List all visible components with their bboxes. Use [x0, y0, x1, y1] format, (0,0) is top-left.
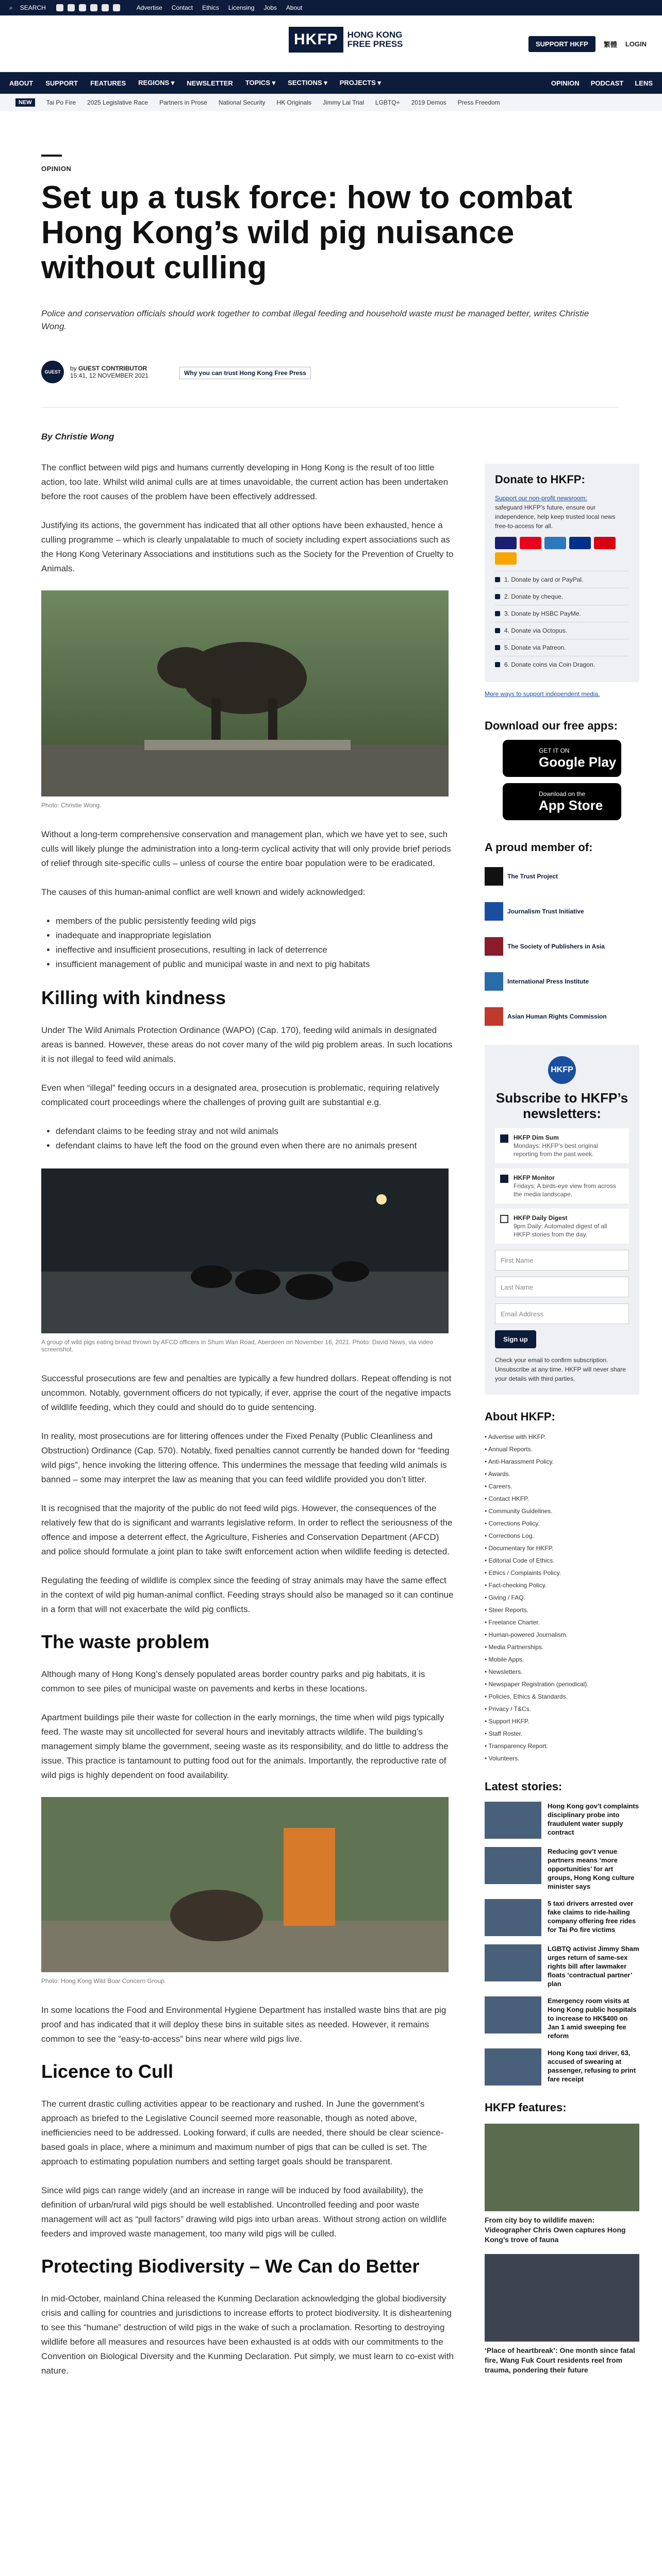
store-small: Download on the — [539, 790, 586, 798]
feature-card[interactable] — [485, 2254, 639, 2375]
donate-option-label: 4. Donate via Octopus. — [504, 627, 568, 634]
about-item[interactable]: • Corrections Policy. — [485, 1520, 540, 1527]
category-rule — [41, 155, 62, 157]
story-item[interactable] — [485, 1847, 639, 1891]
about-item[interactable]: • Fact-checking Policy. — [485, 1582, 547, 1589]
nav-item[interactable]: SECTIONS ▾ — [288, 79, 327, 87]
list-item: • inadequate and inappropriate legislation — [56, 928, 454, 943]
checkbox-box — [500, 1175, 508, 1183]
member-logo[interactable] — [485, 1004, 639, 1029]
donate-text: safeguard HKFP’s future, ensure our independence, help keep trusted local news free-to-access for all. — [495, 504, 616, 530]
linkedin-icon[interactable] — [102, 4, 109, 11]
newsletter-desc: 9pm Daily: Automated digest of all HKFP stories from the day. — [514, 1223, 607, 1238]
trending-tags — [0, 94, 662, 111]
paragraph: Even when “illegal” feeding occurs in a designated area, prosecution is problematic, requiring relatively complicated court proceedings where the challenges of proving guilt are substantial e.g. — [41, 1083, 440, 1107]
feature-image — [485, 2254, 639, 2342]
nav-item[interactable]: ABOUT — [9, 79, 34, 87]
feature-image — [485, 2124, 639, 2211]
latest-title: Latest stories: — [485, 1780, 562, 1793]
article-body — [41, 432, 454, 2393]
article-dek: Police and conservation officials should work together to combat illegal feeding and household waste must be managed better, writes Christie Wong. — [41, 309, 589, 331]
list-item: • ineffective and insufficient prosecutions, resulting in lack of deterrence — [56, 943, 454, 957]
byline — [41, 361, 148, 383]
causes-list — [56, 914, 454, 972]
first-name-input[interactable]: First Name — [495, 1250, 629, 1270]
google-play-button[interactable] — [503, 740, 621, 777]
search-link[interactable]: SEARCH — [20, 4, 46, 11]
by-label: by — [70, 365, 77, 372]
paragraph: It is recognised that the majority of the public do not feed wild pigs. However, the consequences of the relatively few that do is significant and warrants legislative reform. In order to reflect the seriousness of the offence and impose a deterrent effect, the Agriculture, Fisheries and Conservation Department (AFCD) and police should formulate a joint plan to take swift enforcement action when wildlife feeding is detected. — [41, 1503, 453, 1556]
newsletter-name: HKFP Dim Sum — [514, 1134, 559, 1141]
story-headline[interactable]: Hong Kong gov’t complaints disciplinary probe into fraudulent water supply contract — [548, 1802, 639, 1836]
donate-option[interactable] — [495, 656, 629, 673]
top-link[interactable]: About — [286, 4, 303, 11]
author-avatar[interactable]: GUEST — [41, 361, 64, 383]
about-item[interactable]: • Policies, Ethics & Standards. — [485, 1693, 568, 1700]
member-name: Journalism Trust Initiative — [507, 908, 584, 915]
store-big: App Store — [539, 797, 603, 813]
payme-icon — [594, 537, 616, 549]
site-logo[interactable] — [289, 27, 403, 53]
list-item: • insufficient management of public and municipal waste in and next to pig habitats — [56, 957, 454, 972]
telegram-icon[interactable] — [113, 4, 120, 11]
nav-item[interactable]: FEATURES — [90, 79, 126, 87]
latest-stories — [485, 1802, 639, 2086]
about-item[interactable]: • Annual Reports. — [485, 1446, 533, 1453]
about-item[interactable]: • Volunteers. — [485, 1755, 520, 1762]
newsletter-checkbox[interactable] — [495, 1209, 629, 1244]
support-button[interactable]: SUPPORT HKFP — [528, 36, 595, 52]
about-item[interactable]: • Advertise with HKFP. — [485, 1433, 546, 1440]
member-logo[interactable] — [485, 934, 639, 959]
story-headline[interactable]: LGBTQ activist Jimmy Sham urges return of same-sex rights bill after lawmaker floats ‘contractual partner’ plan — [548, 1945, 639, 1988]
list-item: • defendant claims to be feeding stray and not wild animals — [56, 1124, 454, 1139]
logo-wordmark — [347, 30, 403, 49]
signup-button[interactable]: Sign up — [495, 1330, 536, 1348]
donate-option-label: 3. Donate by HSBC PayMe. — [504, 610, 581, 617]
paragraph: Regulating the feeding of wildlife is complex since the feeding of stray animals may have the same effect in the context of wild pig human-animal conflict. Feeding strays should also be managed so it can continue in a form that will not exacerbate the wild pig conflicts. — [41, 1575, 454, 1614]
donate-option[interactable] — [495, 622, 629, 639]
apps-title: Download our free apps: — [485, 719, 618, 732]
newsletter-checkbox[interactable] — [495, 1168, 629, 1204]
section-heading: Licence to Cull — [41, 2061, 174, 2082]
donate-option[interactable] — [495, 588, 629, 605]
about-item[interactable]: • Freelance Charter. — [485, 1619, 540, 1626]
about-item[interactable]: • Mobile Apps. — [485, 1656, 524, 1663]
about-item[interactable]: • Privacy / T&Cs. — [485, 1705, 531, 1713]
paragraph: The conflict between wild pigs and humans currently developing in Hong Kong is the result of too little action, too late. Whilst wild animal culls are at times unavoidable, the current action has been undertaken before the root causes of the problem have been effectively addressed. — [41, 463, 449, 501]
nav-item[interactable]: NEWSLETTER — [187, 79, 233, 87]
member-logo[interactable] — [485, 969, 639, 994]
paragraph: Although many of Hong Kong’s densely populated areas border country parks and pig habitats, it is common to see piles of municipal waste on pavements and kerbs in these locations. — [41, 1669, 425, 1693]
newsletter-checkbox[interactable] — [495, 1128, 629, 1163]
newsletter-name: HKFP Daily Digest — [514, 1214, 568, 1222]
store-big: Google Play — [539, 754, 617, 770]
pig-bin-photo — [41, 1797, 449, 1972]
about-item[interactable]: • Steer Reports. — [485, 1606, 528, 1614]
top-link[interactable]: Advertise — [136, 4, 162, 11]
top-link[interactable]: Ethics — [202, 4, 219, 11]
list-item: • members of the public persistently feeding wild pigs — [56, 914, 454, 928]
about-item[interactable]: • Editorial Code of Ethics. — [485, 1557, 555, 1564]
tag-link[interactable]: National Security — [218, 99, 266, 106]
nav-item[interactable]: SUPPORT — [45, 79, 78, 87]
store-small: GET IT ON — [539, 747, 570, 754]
top-links — [137, 4, 303, 11]
top-link[interactable]: Contact — [171, 4, 193, 11]
social-icons — [56, 4, 120, 11]
defence-list — [56, 1124, 454, 1153]
story-thumbnail — [485, 2048, 541, 2086]
about-item[interactable]: • Newsletters. — [485, 1668, 523, 1675]
section-heading: Killing with kindness — [41, 987, 226, 1008]
app-store-button[interactable] — [503, 783, 621, 820]
photo-caption: Photo: Hong Kong Wild Boar Concern Group. — [41, 1977, 167, 1985]
story-item[interactable] — [485, 1996, 639, 2040]
article-author: By Christie Wong — [41, 432, 114, 442]
paragraph: In mid-October, mainland China released the Kunming Declaration acknowledging the global biodiversity crisis and calling for countries and jurisdictions to increase efforts to protect biodiversity. It is disheartening to see this “humane” destruction of wild pigs in the wake of such a proclamation. Resorting to destroying wildlife before all measures and resources have been exhausted is at odds with our commitments to the Convention on Biological Diversity and the Kunming Declaration. Put simply, we must learn to co-exist with nature. — [41, 2294, 454, 2376]
instagram-icon[interactable] — [79, 4, 86, 11]
wild-pig-illustration — [41, 590, 449, 796]
more-ways-link[interactable]: More ways to support independent media. — [485, 690, 600, 698]
trust-link[interactable]: Why you can trust Hong Kong Free Press — [179, 367, 311, 379]
wild-pig-photo — [41, 590, 449, 796]
search-icon[interactable]: ⌕ — [9, 4, 13, 11]
about-item[interactable]: • Newspaper Registration (periodical). — [485, 1681, 589, 1688]
paragraph: The current drastic culling activities appear to be reactionary and rushed. In June the government’s approach as briefed to the Legislative Council seemed more reasonable, though as noted above, inefficiencies need to be addressed. Looking forward, if culls are needed, there should be clear science-based goals in place, where a minimum and maximum number of pigs that can be culled is set. The approach to estimating population numbers and setting target goals should be transparent. — [41, 2099, 444, 2166]
photo-caption: A group of wild pigs eating bread thrown by AFCD officers in Shum Wan Road, Aberdeen on November 16, 2021. Photo: David News, via video screenshot. — [41, 1338, 433, 1353]
x-icon[interactable] — [68, 4, 75, 11]
trust-project-icon — [485, 867, 503, 886]
member-name: Asian Human Rights Commission — [507, 1013, 607, 1020]
about-item[interactable]: • Contact HKFP. — [485, 1495, 529, 1502]
story-headline[interactable]: Hong Kong taxi driver, 63, accused of swearing at passenger, refusing to print fare receipt — [548, 2049, 636, 2083]
member-title: A proud member of: — [485, 841, 593, 854]
story-thumbnail — [485, 1802, 541, 1839]
sidebar — [485, 464, 639, 2384]
paragraph: The causes of this human-animal conflict are well known and widely acknowledged: — [41, 887, 366, 897]
about-item[interactable]: • Support HKFP. — [485, 1718, 529, 1725]
about-item[interactable]: • Corrections Log. — [485, 1532, 534, 1539]
member-logo[interactable] — [485, 899, 639, 924]
feature-card[interactable] — [485, 2124, 639, 2245]
hkfp-badge: HKFP — [548, 1056, 576, 1084]
donate-option[interactable] — [495, 605, 629, 622]
nav-item[interactable]: REGIONS ▾ — [138, 79, 175, 87]
nav-item[interactable]: TOPICS ▾ — [245, 79, 276, 87]
tag-link[interactable]: HK Originals — [276, 99, 311, 106]
paragraph: In some locations the Food and Environmental Hygiene Department has installed waste bins that are pig proof and has indicated that it will deploy these bins in suitable sites as needed. However, it remains common to see the “easy-to-access” bins near where wild pigs live. — [41, 2005, 446, 2044]
main-nav — [0, 72, 662, 94]
section-heading: The waste problem — [41, 1631, 210, 1652]
tag-link[interactable]: Partners in Prose — [159, 99, 207, 106]
language-toggle[interactable]: 繁體 — [603, 41, 617, 48]
youtube-icon[interactable] — [90, 4, 97, 11]
member-logo[interactable] — [485, 863, 639, 889]
tag-link[interactable]: 2025 Legislative Race — [87, 99, 148, 106]
feature-headline[interactable]: From city boy to wildlife maven: Videographer Chris Owen captures Hong Kong’s trove of fauna — [485, 2216, 626, 2244]
publish-date: 15:41, 12 NOVEMBER 2021 — [70, 372, 149, 379]
about-item[interactable]: • Careers. — [485, 1483, 512, 1490]
logo-line-1: HONG KONG — [347, 30, 403, 40]
about-item[interactable]: • Giving / FAQ. — [485, 1594, 525, 1601]
donate-title: Donate to HKFP: — [495, 473, 585, 486]
amex-icon — [544, 537, 566, 549]
newsletter-box — [485, 1045, 639, 1395]
newsletter-title: Subscribe to HKFP’s newsletters: — [495, 1090, 628, 1121]
paragraph: Apartment buildings pile their waste for collection in the early mornings, the time when wild pigs typically feed. The waste may sit uncollected for several hours and inevitably attracts wildlife. The building’s management simply blame the government, seeing waste as its responsibility, and do little to address the issue. This practice is tantamount to putting food out for the animals. Importantly, the reproductive rate of wild pigs is highly dependent on food availability. — [41, 1713, 449, 1780]
octopus-icon — [495, 552, 517, 565]
newsletter-name: HKFP Monitor — [514, 1174, 555, 1181]
story-item[interactable] — [485, 1944, 639, 1988]
story-headline[interactable]: Reducing gov’t venue partners means ‘more opportunities’ for art groups, Hong Kong culture minister says — [548, 1848, 635, 1890]
story-thumbnail — [485, 1996, 541, 2033]
email-input[interactable]: Email Address — [495, 1303, 629, 1324]
donate-box — [485, 464, 639, 682]
section-heading: Protecting Biodiversity – We Can do Better — [41, 2256, 420, 2277]
top-utility-bar — [0, 0, 662, 15]
tag-link[interactable]: Tai Po Fire — [46, 99, 76, 106]
paragraph: Without a long-term comprehensive conservation and management plan, which we have yet to see, such culls will likely plunge the administration into a long-term cyclical activity that will only provide brief periods of relief through site-specific culls – unless of course the entire boar population were to be eradicated. — [41, 829, 451, 868]
header-divider — [41, 407, 619, 408]
nav-item-right[interactable]: OPINION — [551, 79, 580, 87]
paypal-icon — [569, 537, 591, 549]
donate-option[interactable] — [495, 639, 629, 656]
nav-item[interactable]: PROJECTS ▾ — [339, 79, 381, 87]
member-name: The Trust Project — [507, 873, 558, 880]
story-item[interactable] — [485, 2048, 639, 2086]
paragraph: Since wild pigs can range widely (and an increase in range will be induced by food availability), the definition of urban/rural wild pigs should be well established. Uncontrolled feeding and poor waste management will act as “pull factors” drawing wild pigs into urban areas. Without strong action on wildlife feeders and improved waste management, too many wild pigs will be culled. — [41, 2185, 447, 2239]
jti-icon — [485, 902, 503, 921]
newsletter-desc: Fridays: A birds-eye view from across the media landscape. — [514, 1182, 616, 1198]
new-badge: NEW — [15, 98, 35, 107]
feature-headline[interactable]: ‘Place of heartbreak’: One month since fatal fire, Wang Fuk Court residents reel from trauma, pondering their future — [485, 2346, 635, 2374]
story-headline[interactable]: Emergency room visits at Hong Kong public hospitals to increase to HK$400 on Jan 1 amid sweeping fee reform — [548, 1997, 637, 2040]
pigs-street-illustration — [41, 1168, 449, 1333]
story-thumbnail — [485, 1847, 541, 1884]
paragraph: Justifying its actions, the government has indicated that all other options have been exhausted, hence a culling programme – which is clearly unpalatable to much of society including expert associations such as the Hong Kong Veterinary Associations and institutions such as the Society for the Prevention of Cruelty to Animals. — [41, 520, 454, 573]
top-link[interactable]: Jobs — [263, 4, 277, 11]
story-headline[interactable]: 5 taxi drivers arrested over fake claims to ride-hailing company offering free rides for Tai Po fire victims — [548, 1900, 636, 1934]
story-thumbnail — [485, 1899, 541, 1936]
about-list — [485, 1431, 639, 1765]
about-title: About HKFP: — [485, 1410, 555, 1423]
visa-icon — [495, 537, 517, 549]
donate-option-label: 6. Donate coins via Coin Dragon. — [504, 661, 595, 668]
category-label[interactable]: OPINION — [41, 165, 72, 173]
donate-option-label: 1. Donate by card or PayPal. — [504, 576, 584, 583]
story-item[interactable] — [485, 1802, 639, 1839]
paragraph: In reality, most prosecutions are for littering offences under the Fixed Penalty (Public Cleanliness and Obstruction) Ordinance (Cap. 570). Notably, fixed penalties cannot currently be handed down for “feeding wild pigs”, hence invoking the littering offence. This undermines the message that feeding wild animals is banned – some may interpret the law as meaning that you can feed wildlife provided you don’t litter. — [41, 1431, 450, 1484]
nav-item-right[interactable]: LENS — [635, 79, 653, 87]
paragraph: Under The Wild Animals Protection Ordinance (WAPO) (Cap. 170), feeding wild animals in designated areas is banned. However, these areas do not cover many of the wild pig problem areas. In such locations it is not illegal to feed wild animals. — [41, 1025, 453, 1064]
about-item[interactable]: • Awards. — [485, 1470, 511, 1478]
donate-option-label: 2. Donate by cheque. — [504, 593, 564, 600]
pigs-street-photo — [41, 1168, 449, 1333]
donate-link[interactable]: Support our non-profit newsroom: — [495, 495, 587, 502]
about-item[interactable]: • Ethics / Complaints Policy. — [485, 1569, 561, 1577]
tag-link[interactable]: 2019 Demos — [411, 99, 446, 106]
top-link[interactable]: Licensing — [228, 4, 255, 11]
about-item[interactable]: • Documentary for HKFP. — [485, 1545, 554, 1552]
tag-link[interactable]: Press Freedom — [457, 99, 500, 106]
member-name: International Press Institute — [507, 978, 589, 985]
nav-item-right[interactable]: PODCAST — [590, 79, 624, 87]
contributor-name[interactable]: GUEST CONTRIBUTOR — [78, 365, 147, 372]
logo-mark: HKFP — [289, 27, 343, 53]
donate-option-label: 5. Donate via Patreon. — [504, 644, 566, 651]
features-title: HKFP features: — [485, 2101, 567, 2114]
about-item[interactable]: • Anti-Harassment Policy. — [485, 1458, 554, 1465]
last-name-input[interactable]: Last Name — [495, 1277, 629, 1297]
paragraph: Successful prosecutions are few and penalties are typically a few hundred dollars. Repeat offending is not uncommon. Notably, government officers do not typically, if ever, apprise the court of the negative impacts of wildlife feeding, which they could and should do to guide sentencing. — [41, 1374, 452, 1412]
logo-line-2: FREE PRESS — [347, 39, 403, 49]
story-thumbnail — [485, 1944, 541, 1981]
about-item[interactable]: • Staff Roster. — [485, 1730, 523, 1737]
about-item[interactable]: • Transparency Report. — [485, 1742, 548, 1750]
about-item[interactable]: • Media Partnerships. — [485, 1643, 544, 1651]
donate-option[interactable] — [495, 571, 629, 588]
checkbox-box — [500, 1134, 508, 1143]
ahrc-icon — [485, 1007, 503, 1026]
mastercard-icon — [520, 537, 541, 549]
masthead — [0, 15, 662, 72]
about-item[interactable]: • Community Guidelines. — [485, 1507, 553, 1515]
list-item: • defendant claims to have left the food on the ground even when there are no animals present — [56, 1139, 454, 1153]
tag-link[interactable]: Jimmy Lai Trial — [322, 99, 364, 106]
story-item[interactable] — [485, 1899, 639, 1936]
tag-link[interactable]: LGBTQ+ — [375, 99, 400, 106]
payment-methods — [495, 537, 629, 565]
facebook-icon[interactable] — [56, 4, 63, 11]
ipi-icon — [485, 972, 503, 991]
newsletter-note: Check your email to confirm subscription. Unsubscribe at any time. HKFP will never share your details with third parties. — [495, 1357, 626, 1382]
member-name: The Society of Publishers in Asia — [507, 943, 605, 950]
photo-caption: Photo: Christie Wong. — [41, 802, 102, 809]
newsletter-desc: Mondays: HKFP’s best original reporting from the past week. — [514, 1142, 598, 1158]
pig-bin-illustration — [41, 1797, 449, 1972]
article-title: Set up a tusk force: how to combat Hong Kong’s wild pig nuisance without culling — [41, 180, 572, 285]
about-item[interactable]: • Human-powered Journalism. — [485, 1631, 568, 1638]
checkbox-box — [500, 1215, 508, 1223]
login-link[interactable]: LOGIN — [625, 40, 647, 48]
sopa-icon — [485, 937, 503, 956]
